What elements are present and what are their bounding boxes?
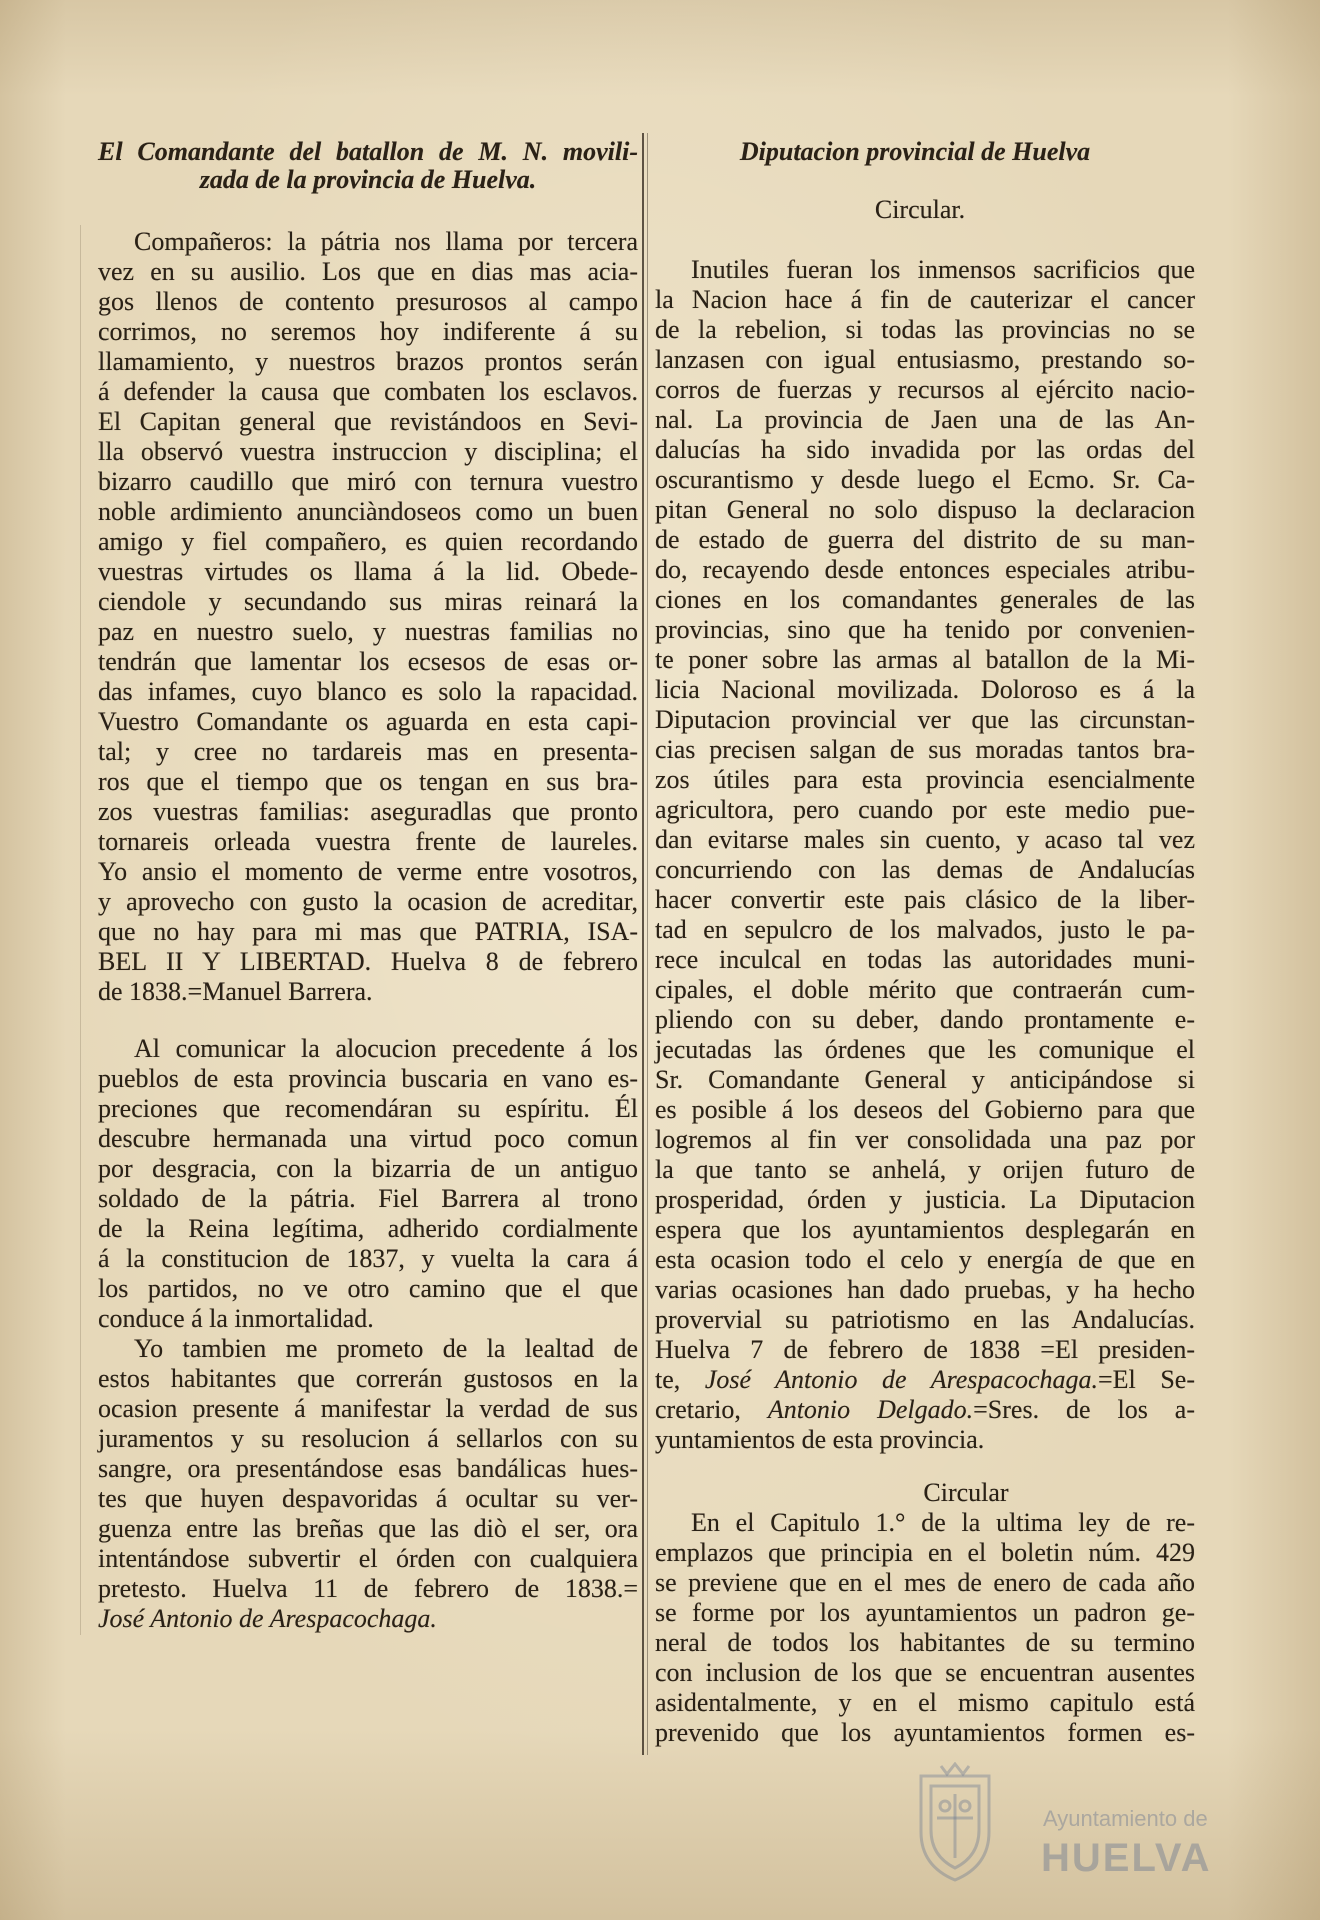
text-segment: te, — [655, 1365, 705, 1394]
text-line: cipales, el doble mérito que contraerán cum- — [655, 975, 1195, 1004]
text-line: espera que los ayuntamientos desplegarán en — [655, 1215, 1195, 1244]
signature-name: Antonio Delgado. — [767, 1395, 974, 1424]
text-line: amigo y fiel compañero, es quien recordando — [98, 527, 638, 556]
text-line: se previene que en el mes de enero de cada año — [655, 1568, 1195, 1597]
text-line: guenza entre las breñas que las diò el ser, ora — [98, 1514, 638, 1543]
text-line: descubre hermanada una virtud poco comun — [98, 1124, 638, 1153]
right-column-heading: Diputacion provincial de Huelva — [739, 137, 1091, 166]
text-line: zos útiles para esta provincia esencialmente — [655, 765, 1195, 794]
text-line: la Nacion hace á fin de cauterizar el cancer — [655, 285, 1195, 314]
text-segment: cretario, — [655, 1395, 768, 1424]
text-line — [98, 1604, 638, 1634]
text-line: estos habitantes que correrán gustosos en la — [98, 1364, 638, 1393]
text-line: neral de todos los habitantes de su termino — [655, 1628, 1195, 1657]
text-line: Yo ansio el momento de verme entre vosotros, — [98, 857, 638, 886]
commentary-paragraph — [98, 1334, 638, 1634]
watermark — [905, 1760, 1245, 1890]
text-line: corrimos, no seremos hoy indiferente á su — [98, 317, 638, 346]
text-line: concurriendo con las demas de Andalucías — [655, 855, 1195, 884]
text-line: gos llenos de contento presurosos al campo — [98, 287, 638, 316]
text-line: Huelva 7 de febrero de 1838 =El presiden- — [655, 1335, 1195, 1364]
commentary-paragraph — [98, 1034, 638, 1334]
text-line: prevenido que los ayuntamientos formen es- — [655, 1718, 1195, 1747]
text-line: intentándose subvertir el órden con cualquiera — [98, 1544, 638, 1573]
text-line: das infames, cuyo blanco es solo la rapacidad. — [98, 677, 638, 706]
text-line: Inutiles fueran los inmensos sacrificios que — [691, 255, 1195, 284]
text-line: lla observó vuestra instruccion y disciplina; el — [98, 437, 638, 466]
text-line: Yo tambien me prometo de la lealtad de — [134, 1334, 638, 1363]
text-line: asidentalmente, y en el mismo capitulo está — [655, 1688, 1195, 1717]
text-line: con inclusion de los que se encuentran ausentes — [655, 1658, 1195, 1687]
text-line: pitan General no solo dispuso la declaracion — [655, 495, 1195, 524]
text-line: que no hay para mi mas que PATRIA, ISA- — [98, 917, 638, 946]
text-line: cias precisen salgan de sus moradas tantos bra- — [655, 735, 1195, 764]
circular-paragraph — [655, 1508, 1195, 1748]
text-line: Al comunicar la alocucion precedente á los — [134, 1034, 638, 1063]
text-line: ciones en los comandantes generales de las — [655, 585, 1195, 614]
text-line: dan evitarse males sin cuento, y acaso tal vez — [655, 825, 1195, 854]
text-line: tal; y cree no tardareis mas en presenta- — [98, 737, 638, 766]
text-line: bizarro caudillo que miró con ternura vuestro — [98, 467, 638, 496]
heading-line: zada de la provincia de Huelva. — [199, 165, 537, 194]
text-line: preciones que recomendáran su espíritu. Él — [98, 1094, 638, 1123]
text-line: los partidos, no ve otro camino que el que — [98, 1274, 638, 1303]
text-line: te poner sobre las armas al batallon de la Mi- — [655, 645, 1195, 674]
text-line: noble ardimiento anunciàndoseos como un buen — [98, 497, 638, 526]
city-crest-icon — [911, 1762, 999, 1886]
section-title: Circular. — [874, 195, 966, 224]
text-line: conduce á la inmortalidad. — [98, 1304, 374, 1333]
text-line: dalucías ha sido invadida por las ordas del — [655, 435, 1195, 464]
text-line: á la constitucion de 1837, y vuelta la cara á — [98, 1244, 638, 1273]
text-line: Vuestro Comandante os aguarda en esta capi- — [98, 707, 638, 736]
text-line: pliendo con su deber, dando prontamente e- — [655, 1005, 1195, 1034]
section-title: Circular — [923, 1478, 1009, 1507]
text-line: jecutadas las órdenes que les comunique el — [655, 1035, 1195, 1064]
text-line: En el Capitulo 1.° de la ultima ley de re- — [691, 1508, 1195, 1537]
text-line: la que tanto se anhelá, y orijen futuro de — [655, 1155, 1195, 1184]
text-line: zos vuestras familias: aseguradlas que pronto — [98, 797, 638, 826]
text-line: se forme por los ayuntamientos un padron ge- — [655, 1598, 1195, 1627]
text-line: tes que huyen despavoridas á ocultar su ver- — [98, 1484, 638, 1513]
proclamation-paragraph — [98, 227, 638, 1007]
text-line: ros que el tiempo que os tengan en sus bra- — [98, 767, 638, 796]
text-line: por desgracia, con la bizarria de un antiguo — [98, 1154, 638, 1183]
text-line: ocasion presente á manifestar la verdad de sus — [98, 1394, 638, 1423]
text-line: esta ocasion todo el celo y energía de que en — [655, 1245, 1195, 1274]
text-segment: =El Se- — [1097, 1365, 1195, 1394]
signature-name: José Antonio de Arespacochaga. — [98, 1604, 437, 1633]
text-line: Sr. Comandante General y anticipándose si — [655, 1065, 1195, 1094]
text-line: de la Reina legítima, adherido cordialmente — [98, 1214, 638, 1243]
text-line: logremos al fin ver consolidada una paz por — [655, 1125, 1195, 1154]
text-line: lanzasen con igual entusiasmo, prestando so- — [655, 345, 1195, 374]
text-line: sangre, ora presentándose esas bandálicas hues- — [98, 1454, 638, 1483]
signature-name: José Antonio de Arespacochaga. — [704, 1365, 1098, 1394]
text-line: provincias, sino que ha tenido por convenien- — [655, 615, 1195, 644]
heading-line: El Comandante del batallon de M. N. movili- — [98, 137, 638, 166]
left-column-heading — [98, 138, 638, 194]
watermark-text: HUELVA — [1041, 1836, 1212, 1880]
text-line: tendrán que lamentar los ecsesos de esas or- — [98, 647, 638, 676]
text-line: yuntamientos de esta provincia. — [655, 1425, 985, 1454]
text-line: de la rebelion, si todas las provincias no se — [655, 315, 1195, 344]
text-line: tornareis orleada vuestra frente de laureles. — [98, 827, 638, 856]
text-line: provervial su patriotismo en las Andalucías. — [655, 1305, 1195, 1334]
text-line: El Capitan general que revistándoos en Sevi- — [98, 407, 638, 436]
margin-rule — [80, 225, 81, 1635]
text-line: de estado de guerra del distrito de su man- — [655, 525, 1195, 554]
text-line: á defender la causa que combaten los esclavos. — [98, 377, 638, 406]
watermark-text: Ayuntamiento de — [1043, 1806, 1208, 1831]
text-line: soldado de la pátria. Fiel Barrera al trono — [98, 1184, 638, 1213]
text-line: prosperidad, órden y justicia. La Diputacion — [655, 1185, 1195, 1214]
text-line: do, recayendo desde entonces especiales atribu- — [655, 555, 1195, 584]
text-line: varias ocasiones han dado pruebas, y ha hecho — [655, 1275, 1195, 1304]
text-line: vuestras virtudes os llama á la lid. Obede- — [98, 557, 638, 586]
text-line — [655, 1365, 1195, 1395]
text-line: de 1838.=Manuel Barrera. — [98, 977, 373, 1006]
text-line: BEL II Y LIBERTAD. Huelva 8 de febrero — [98, 947, 638, 976]
text-line: pretesto. Huelva 11 de febrero de 1838.= — [98, 1574, 638, 1603]
text-line: Compañeros: la pátria nos llama por tercera — [134, 227, 638, 256]
text-line: rece inculcal en todas las autoridades muni- — [655, 945, 1195, 974]
text-line: pueblos de esta provincia buscaria en vano es- — [98, 1064, 638, 1093]
text-line: licia Nacional movilizada. Doloroso es á la — [655, 675, 1195, 704]
text-line — [655, 1395, 1195, 1425]
text-line: tad en sepulcro de los malvados, justo le pa- — [655, 915, 1195, 944]
text-line: paz en nuestro suelo, y nuestras familias no — [98, 617, 638, 646]
text-line: agricultora, pero cuando por este medio pue- — [655, 795, 1195, 824]
text-line: es posible á los deseos del Gobierno para que — [655, 1095, 1195, 1124]
text-line: oscurantismo y desde luego el Ecmo. Sr. Ca- — [655, 465, 1195, 494]
text-line: emplazos que principia en el boletin núm. 429 — [655, 1538, 1195, 1567]
text-line: hacer convertir este pais clásico de la liber- — [655, 885, 1195, 914]
text-line: Diputacion provincial ver que las circunstan- — [655, 705, 1195, 734]
text-line: ciendole y secundando sus miras reinará la — [98, 587, 638, 616]
circular-paragraph — [655, 255, 1195, 1455]
text-line: corros de fuerzas y recursos al ejército nacio- — [655, 375, 1195, 404]
text-line: vez en su ausilio. Los que en dias mas acia- — [98, 257, 638, 286]
text-line: y aprovecho con gusto la ocasion de acreditar, — [98, 887, 638, 916]
text-segment: =Sres. de los a- — [973, 1395, 1195, 1424]
text-line: juramentos y su resolucion á sellarlos con su — [98, 1424, 638, 1453]
text-line: nal. La provincia de Jaen una de las An- — [655, 405, 1195, 434]
column-divider — [642, 133, 648, 1755]
text-line: llamamiento, y nuestros brazos prontos serán — [98, 347, 638, 376]
